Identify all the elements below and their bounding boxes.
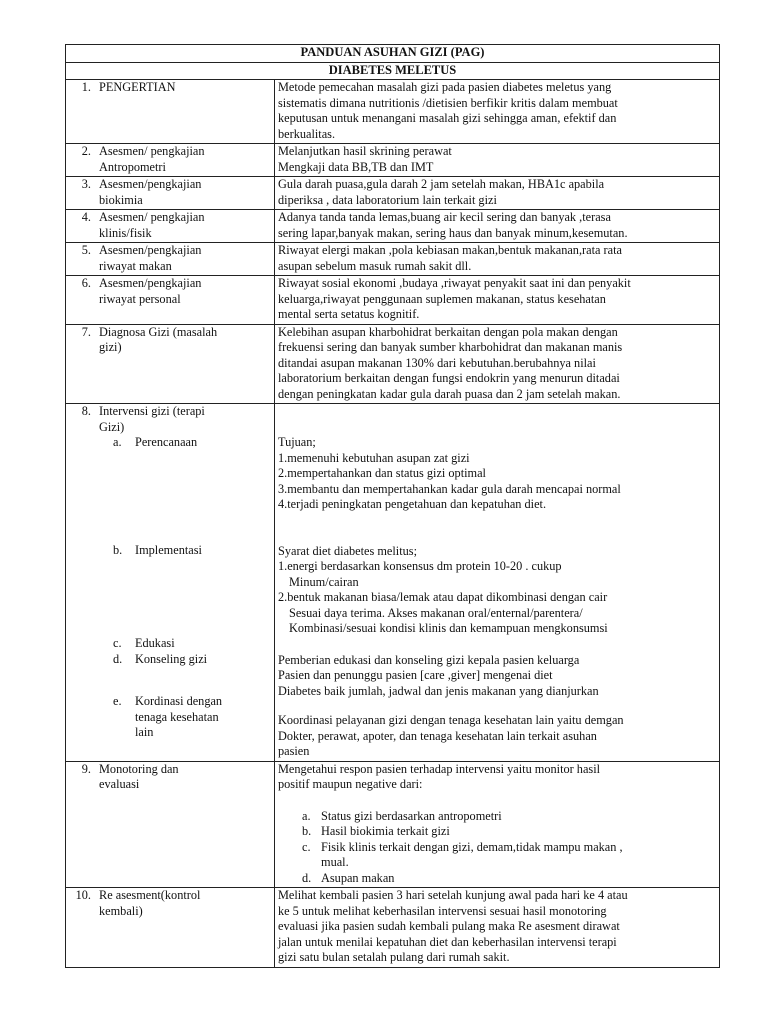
sub-label-line: Perencanaan [135, 435, 198, 449]
row-label [69, 276, 271, 307]
diet-requirement-line: 2.bentuk makanan biasa/lemak atau dapat dikombinasi dengan cair [278, 590, 608, 604]
row-label-text [99, 888, 271, 919]
row-number: 7. [81, 324, 91, 339]
sub-label-line: lain [135, 725, 154, 739]
diet-requirement-line: Sesuai daya terima. Akses makanan oral/enternal/parentera/ [289, 605, 583, 620]
row-number: 4. [81, 210, 91, 224]
document-subtitle: DIABETES MELETUS [66, 62, 720, 80]
row-content-cell [275, 80, 720, 144]
table-row [66, 404, 720, 762]
row-label-cell [66, 324, 275, 404]
table-row [66, 243, 720, 276]
coordination-line: pasien [278, 744, 310, 758]
row-label-cell [66, 177, 275, 210]
monitoring-intro-line: positif maupun negative dari: [278, 777, 423, 791]
row-content-line: dengan peningkatan kadar gula darah puasa dan 2 jam setelah makan. [278, 386, 621, 401]
monitoring-item-letter: c. [302, 839, 311, 854]
coordination-line: Koordinasi pelayanan gizi dengan tenaga kesehatan lain yaitu demgan [278, 713, 624, 727]
sub-label-line: tenaga kesehatan [135, 709, 219, 724]
sub-label [135, 543, 271, 559]
sub-label-line: Implementasi [135, 542, 202, 557]
sub-letter: d. [113, 651, 123, 666]
monitoring-item-line: mual. [321, 855, 349, 869]
row-number: 5. [81, 243, 91, 257]
row-label-line: PENGERTIAN [99, 80, 176, 94]
monitoring-item-letter: b. [302, 824, 312, 838]
row-content-line: Riwayat elergi makan ,pola kebiasan makan,bentuk makanan,rata rata [278, 243, 622, 257]
row-content-cell [275, 761, 720, 888]
row-content-cell [275, 324, 720, 404]
row-label-line: Antropometri [99, 159, 166, 174]
sub-label-line: Kordinasi dengan [135, 694, 223, 708]
row-content-line: keputusan untuk menangani masalah gizi sehingga aman, efektif dan [278, 111, 617, 125]
row-content-line: mental serta setatus kognitif. [278, 307, 420, 321]
monitoring-item-text [321, 824, 716, 840]
goal-line: 3.membantu dan mempertahankan kadar gula darah mencapai normal [278, 481, 621, 496]
spacer [278, 637, 716, 653]
row-label-text [99, 762, 271, 793]
row-label-line: Asesmen/pengkajian [99, 177, 202, 191]
diet-requirement-line: 1.energi berdasarkan konsensus dm protein 10-20 . cukup [278, 559, 562, 573]
monitoring-item-text [321, 871, 716, 887]
sub-item [113, 652, 271, 668]
row-number: 10. [75, 888, 91, 902]
table-row [66, 210, 720, 243]
row-content-line: laboratorium berkaitan dengan fungsi endokrin yang menurun ditadai [278, 371, 620, 385]
spacer [278, 404, 716, 435]
row-label-line: Asesmen/ pengkajian [99, 210, 205, 224]
monitoring-item [302, 809, 716, 825]
row-label-line: Asesmen/pengkajian [99, 276, 202, 290]
row-content-cell [275, 177, 720, 210]
row-content-line: keluarga,riwayat penggunaan suplemen makanan, status kesehatan [278, 291, 606, 306]
row-number: 1. [81, 80, 91, 94]
sub-item [113, 694, 271, 741]
row-label-line: Asesmen/pengkajian [99, 243, 202, 257]
sub-letter: e. [113, 694, 122, 708]
education-line: Diabetes baik jumlah, jadwal dan jenis makanan yang dianjurkan [278, 683, 599, 698]
row-label [69, 80, 271, 96]
row-content-line: ditandai asupan makanan 130% dari kebutuhan.berubahnya nilai [278, 355, 596, 370]
monitoring-item-line: Status gizi berdasarkan antropometri [321, 808, 502, 823]
sub-label [135, 435, 271, 451]
education-line: Pasien dan penunggu pasien [care ,giver] mengenai diet [278, 668, 553, 682]
table-row [66, 80, 720, 144]
row-label-line: Intervensi gizi (terapi [99, 404, 205, 418]
row-number: 6. [81, 276, 91, 290]
row-label-line: kembali) [99, 903, 143, 918]
spacer [69, 451, 271, 543]
row-label-cell [66, 404, 275, 762]
row-label-cell [66, 80, 275, 144]
row-label [69, 210, 271, 241]
row-label [69, 144, 271, 175]
table-row [66, 276, 720, 325]
row-content-line: jalan untuk menilai kepatuhan diet dan keberhasilan intervensi terapi [278, 934, 617, 949]
spacer [69, 558, 271, 636]
row-content-line: sering lapar,banyak makan, sering haus dan banyak minum,kesemutan. [278, 225, 628, 240]
sub-letter: b. [113, 542, 123, 557]
row-label-line: Re asesment(kontrol [99, 888, 201, 902]
row-content-line: Riwayat sosial ekonomi ,budaya ,riwayat penyakit saat ini dan penyakit [278, 276, 631, 290]
sub-label-line: Edukasi [135, 636, 175, 650]
document-title: PANDUAN ASUHAN GIZI (PAG) [66, 45, 720, 63]
row-label-cell [66, 210, 275, 243]
sub-label-line: Konseling gizi [135, 651, 208, 666]
row-content-line: Metode pemecahan masalah gizi pada pasien diabetes meletus yang [278, 80, 612, 94]
row-label-line: Monotoring dan [99, 761, 179, 776]
row-label-text [99, 210, 271, 241]
row-label [69, 404, 271, 435]
row-content-line: evaluasi jika pasien sudah kembali pulang maka Re asesment dirawat [278, 919, 620, 933]
row-label-line: gizi) [99, 340, 122, 354]
row-label-cell [66, 761, 275, 888]
monitoring-item-letter: a. [302, 808, 311, 823]
guideline-table [65, 44, 720, 968]
row-label-line: Asesmen/ pengkajian [99, 144, 205, 158]
row-label-cell [66, 276, 275, 325]
monitoring-item [302, 871, 716, 887]
row-content-line: Mengkaji data BB,TB dan IMT [278, 159, 434, 174]
row-content-cell [275, 144, 720, 177]
row-content-line: ke 5 untuk melihat keberhasilan intervensi sesuai hasil monotoring [278, 903, 607, 918]
row-number: 9. [81, 761, 91, 776]
row-number: 8. [81, 404, 91, 418]
sub-letter: c. [113, 636, 122, 650]
sub-label [135, 694, 271, 741]
row-content-line: Melanjutkan hasil skrining perawat [278, 144, 452, 158]
diet-requirement-line: Minum/cairan [289, 574, 359, 589]
spacer [278, 699, 716, 713]
sub-label [135, 652, 271, 668]
title-row [66, 45, 720, 63]
table-row [66, 177, 720, 210]
goal-line: 1.memenuhi kebutuhan asupan zat gizi [278, 450, 470, 465]
row-content-cell [275, 243, 720, 276]
row-label-text [99, 325, 271, 356]
row-content-line: Adanya tanda tanda lemas,buang air kecil sering dan banyak ,terasa [278, 210, 611, 224]
row-label [69, 325, 271, 356]
diet-requirement-line: Syarat diet diabetes melitus; [278, 543, 417, 558]
row-label-line: biokimia [99, 192, 143, 207]
coordination-line: Dokter, perawat, apoter, dan tenaga kesehatan lain terkait asuhan [278, 728, 597, 743]
row-content-line: Melihat kembali pasien 3 hari setelah kunjung awal pada hari ke 4 atau [278, 888, 628, 902]
row-label-text [99, 144, 271, 175]
spacer [278, 513, 716, 544]
row-label-line: riwayat personal [99, 291, 181, 306]
row-content-cell [275, 404, 720, 762]
subtitle-row [66, 62, 720, 80]
row-label [69, 888, 271, 919]
row-content-cell [275, 276, 720, 325]
monitoring-item [302, 840, 716, 871]
row-label [69, 177, 271, 208]
table-row [66, 144, 720, 177]
monitoring-item-line: Asupan makan [321, 870, 395, 885]
row-content-line: gizi satu bulan setalah pulang dari rumah sakit. [278, 950, 510, 964]
row-content-cell [275, 210, 720, 243]
monitoring-intro-line: Mengetahui respon pasien terhadap intervensi yaitu monitor hasil [278, 761, 601, 776]
row-label-cell [66, 243, 275, 276]
row-content-line: berkualitas. [278, 126, 336, 141]
row-content-line: frekuensi sering dan banyak sumber kharbohidrat dan makanan manis [278, 340, 623, 354]
goal-line: Tujuan; [278, 435, 316, 449]
diet-requirement-line: Kombinasi/sesuai kondisi klinis dan kemampuan mengkonsumsi [289, 621, 608, 635]
row-label-text [99, 276, 271, 307]
row-content-line: Gula darah puasa,gula darah 2 jam setelah makan, HBA1c apabila [278, 177, 605, 191]
monitoring-item-text [321, 840, 716, 871]
spacer [69, 741, 271, 755]
row-content-line: Kelebihan asupan kharbohidrat berkaitan dengan pola makan dengan [278, 324, 618, 339]
sub-item [113, 435, 271, 451]
row-label-cell [66, 888, 275, 968]
sub-letter: a. [113, 435, 122, 449]
row-label-line: klinis/fisik [99, 225, 152, 240]
row-label-text [99, 80, 271, 96]
row-content-cell [275, 888, 720, 968]
row-label [69, 762, 271, 793]
row-content-line: diperiksa , data laboratorium lain terkait gizi [278, 192, 497, 207]
goal-line: 4.terjadi peningkatan pengetahuan dan kepatuhan diet. [278, 497, 547, 511]
education-line: Pemberian edukasi dan konseling gizi kepala pasien keluarga [278, 652, 580, 667]
row-number: 3. [81, 177, 91, 191]
spacer [278, 793, 716, 809]
sub-label [135, 636, 271, 652]
monitoring-item-text [321, 809, 716, 825]
row-label-line: riwayat makan [99, 258, 172, 273]
row-label-text [99, 404, 271, 435]
goal-line: 2.mempertahankan dan status gizi optimal [278, 466, 486, 480]
monitoring-item [302, 824, 716, 840]
table-row [66, 888, 720, 968]
row-label-cell [66, 144, 275, 177]
row-content-line: asupan sebelum masuk rumah sakit dll. [278, 258, 472, 273]
row-label [69, 243, 271, 274]
table-row [66, 761, 720, 888]
table-row [66, 324, 720, 404]
row-label-line: evaluasi [99, 777, 140, 791]
monitoring-item-letter: d. [302, 870, 312, 885]
sub-item [113, 543, 271, 559]
monitoring-item-line: Fisik klinis terkait dengan gizi, demam,tidak mampu makan , [321, 839, 623, 854]
row-content-line: sistematis dimana nutritionis /dietisien berfikir kritis dalam membuat [278, 95, 618, 110]
row-number: 2. [81, 144, 91, 158]
row-label-text [99, 177, 271, 208]
spacer [69, 667, 271, 694]
row-label-line: Diagnosa Gizi (masalah [99, 324, 218, 339]
row-label-text [99, 243, 271, 274]
row-label-line: Gizi) [99, 419, 125, 434]
monitoring-item-line: Hasil biokimia terkait gizi [321, 824, 450, 838]
sub-item [113, 636, 271, 652]
